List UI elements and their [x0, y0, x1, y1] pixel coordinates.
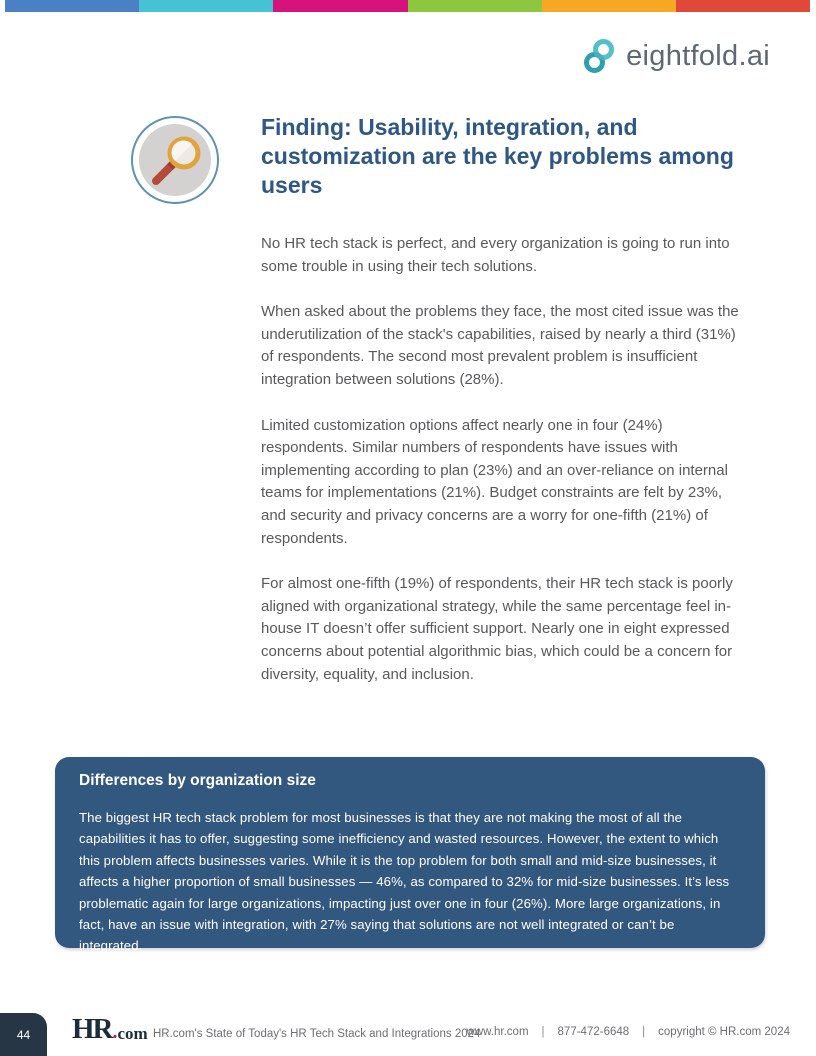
- hrcom-logo-com: com: [117, 1024, 148, 1044]
- footer-contact: [467, 1026, 790, 1038]
- page-title: Finding: Usability, integration, and customization are the key problems among users: [261, 114, 734, 198]
- footer-phone: 877-472-6648: [557, 1026, 630, 1038]
- eightfold-logo: [581, 38, 770, 74]
- hrcom-logo-hr: HR: [72, 1013, 112, 1045]
- report-title: HR.com's State of Today's HR Tech Stack and Integrations 2024: [153, 1028, 481, 1040]
- stripe-segment: [139, 0, 273, 12]
- finding-badge: [131, 116, 219, 204]
- footer-copyright: copyright © HR.com 2024: [658, 1026, 790, 1038]
- callout-box: [55, 757, 765, 954]
- paragraph-3: Limited customization options affect nearly one in four (24%) respondents. Similar numbers of respondents have issues with implementing according to plan (23%) and an over-reliance on internal teams for implementations (21%). Budget constraints are felt by 23%, and security and privacy concerns are a worry for one-fifth (21%) of respondents.: [261, 416, 728, 547]
- article-body: [261, 233, 749, 709]
- stripe-segment: [676, 0, 810, 12]
- footer-website: www.hr.com: [466, 1026, 529, 1038]
- top-stripe: [5, 0, 810, 12]
- paragraph-1: No HR tech stack is perfect, and every organization is going to run into some trouble in using their tech solutions.: [261, 235, 730, 275]
- page-number-tab: [0, 1013, 47, 1056]
- hrcom-logo-dot: .: [112, 1021, 118, 1043]
- callout-body: The biggest HR tech stack problem for most businesses is that they are not making the most of all the capabilities it has to offer, suggesting some inefficiency and wasted resources. However, the extent to which this problem affects businesses varies. While it is the top problem for both small and mid-size businesses, it affects a higher proportion of small businesses — 46%, as compared to 32% for mid-size businesses. It’s less problematic again for large organizations, impacting just over one in four (26%). More large organizations, in fact, have an issue with integration, with 27% saying that solutions are not well integrated or can’t be integrated.: [79, 810, 730, 954]
- footer-separator: |: [541, 1026, 545, 1038]
- footer-separator: |: [642, 1026, 646, 1038]
- stripe-segment: [408, 0, 542, 12]
- eightfold-logo-text: eightfold.ai: [626, 39, 770, 72]
- callout-title: Differences by organization size: [79, 772, 316, 789]
- paragraph-4: For almost one-fifth (19%) of respondents, their HR tech stack is poorly aligned with organizational strategy, while the same percentage feel in-house IT doesn’t offer sufficient support. Nearly one in eight expressed concerns about potential algorithmic bias, which could be a concern for diversity, equality, and inclusion.: [261, 575, 733, 683]
- magnifier-icon: [139, 124, 211, 196]
- hrcom-logo: [72, 1014, 148, 1044]
- stripe-segment: [273, 0, 407, 12]
- finding-badge-circle: [139, 124, 211, 196]
- paragraph-2: When asked about the problems they face, the most cited issue was the underutilization of the stack's capabilities, raised by nearly a third (31%) of respondents. The second most prevalent problem is insufficient integration between solutions (28%).: [261, 303, 739, 388]
- eightfold-logo-icon: [581, 38, 617, 74]
- stripe-segment: [542, 0, 676, 12]
- page-number: 44: [16, 1027, 31, 1042]
- stripe-segment: [5, 0, 139, 12]
